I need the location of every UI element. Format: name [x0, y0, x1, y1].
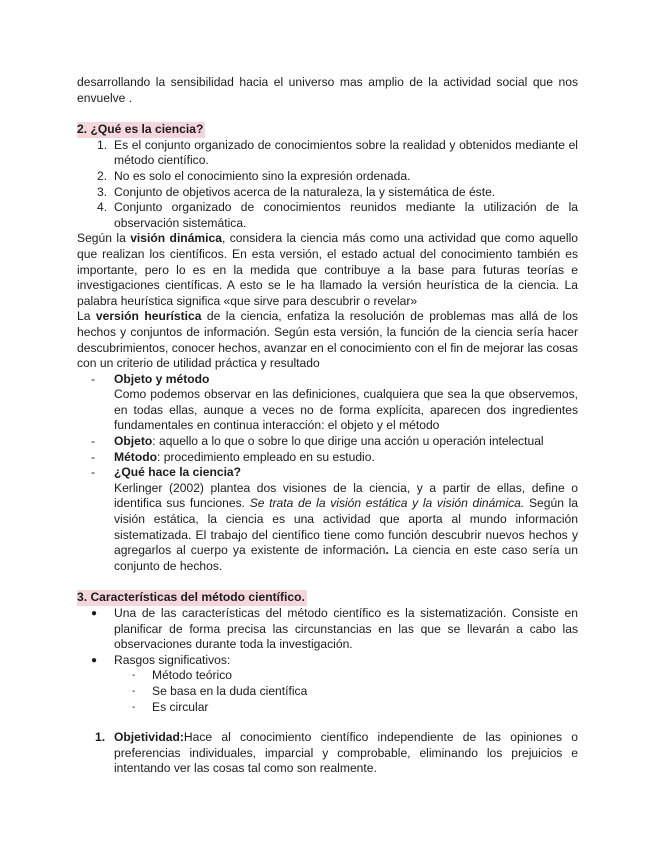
list-item: ● Rasgos significativos: - Método teórico - Se basa en la duda científica - Es circular — [77, 653, 578, 715]
intro-paragraph: desarrollando la sensibilidad hacia el universo mas amplio de la actividad social que nos envuelve . — [77, 75, 578, 105]
list-item: 3. Conjunto de objetivos acerca de la naturaleza, la y sistemática de éste. — [97, 184, 496, 199]
characteristics-list — [77, 606, 578, 715]
list-item: - Objeto y método Como podemos observar en las definiciones, cualquiera que sea la que observemos, en todas ellas, aunque a veces no de forma explícita, aparecen dos ingredientes fundamentales en continua interacción: el objeto y el método — [91, 371, 578, 433]
list-item: - ¿Qué hace la ciencia? Kerlinger (2002) plantea dos visiones de la ciencia, y a partir de ellas, define o identifica sus funciones. Se trata de la visión estática y la visión dinámica. Según la visión estática, la ciencia es una actividad que aporta al mundo información sistematizada. El trabajo del científico tiene como función descubrir nuevos hechos y agregarlos al cuerpo ya existente de información. La ciencia en este caso sería un conjunto de hechos. — [91, 465, 578, 573]
list-item: 2. No es solo el conocimiento sino la expresión ordenada. — [97, 168, 411, 183]
list-item: - Es circular — [132, 699, 209, 714]
objeto-metodo-title: Objeto y método — [114, 371, 210, 386]
section-3-heading: 3. Características del método científico. — [77, 590, 305, 605]
list-item: 4. Conjunto organizado de conocimientos reunidos mediante la utilización de la observación sistemática. — [97, 200, 578, 230]
section-2-heading: 2. ¿Qué es la ciencia? — [77, 122, 204, 137]
list-item: - Objeto: aquello a lo que o sobre lo que dirige una acción u operación intelectual — [91, 434, 544, 449]
dynamic-vision-paragraph: Según la visión dinámica, considera la ciencia más como una actividad que como aquello que realizan los científicos. En esta versión, el estado actual del conocimiento también es importante, pero lo es en la medida que contribuye a la base para futuras teorías e investigaciones científicas. A esto se le ha llamado la versión heurística de la ciencia. La palabra heurística significa «que sirve para descubrir o revelar» — [77, 231, 578, 308]
definitions-list — [77, 138, 578, 232]
concepts-list — [77, 372, 578, 575]
list-item: - Método: procedimiento empleado en su estudio. — [91, 449, 375, 464]
objeto-metodo-body: Como podemos observar en las definiciones, cualquiera que sea la que observemos, en todas ellas, aunque a veces no de forma explícita, aparecen dos ingredientes fundamentales en continua interacción: el objeto y el método — [114, 387, 578, 433]
list-item: 1. Es el conjunto organizado de conocimientos sobre la realidad y obtenidos mediante el método científico. — [97, 137, 578, 168]
document-body — [77, 75, 578, 777]
que-hace-body: Kerlinger (2002) plantea dos visiones de la ciencia, y a partir de ellas, define o identifica sus funciones. Se trata de la visión estática y la visión dinámica. Según la visión estática, la ciencia es una actividad que aporta al mundo información sistematizada. El trabajo del científico tiene como función descubrir nuevos hechos y agregarlos al cuerpo ya existente de información. La ciencia en este caso sería un conjunto de hechos. — [114, 480, 578, 573]
properties-list — [77, 730, 578, 777]
que-hace-title: ¿Qué hace la ciencia? — [114, 465, 242, 480]
list-item: - Se basa en la duda científica — [132, 683, 308, 698]
rasgos-list — [114, 668, 578, 715]
heuristic-vision-paragraph: La versión heurística de la ciencia, enfatiza la resolución de problemas mas allá de los hechos y conjuntos de información. Según esta versión, la función de la ciencia sería hacer descubrimientos, conocer hechos, avanzar en el conocimiento con el fin de mejorar las cosas con un criterio de utilidad práctica y resultado — [77, 309, 578, 371]
list-item: ● Una de las características del método científico es la sistematización. Consiste en planificar de forma precisa las circunstancias en las que se llevarán a cabo las observaciones durante toda la investigación. — [91, 606, 578, 652]
list-item: - Método teórico — [132, 668, 232, 683]
list-item: 1. Objetividad:Hace al conocimiento científico independiente de las opiniones o preferencias individuales, imparcial y comprobable, eliminando los prejuicios e intentando ver las cosas tal como son realmente. — [95, 730, 578, 776]
